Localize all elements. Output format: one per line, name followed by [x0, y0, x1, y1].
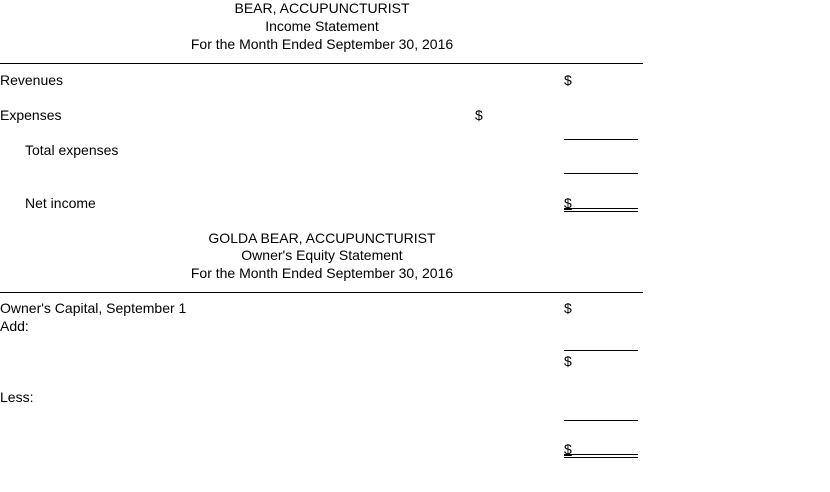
income-header-divider — [0, 63, 643, 64]
add-underline — [564, 350, 638, 351]
owners-capital-dollar-sign: $ — [564, 300, 572, 316]
equity-company-name: GOLDA BEAR, ACCUPUNCTURIST — [208, 230, 436, 246]
owners-capital-label: Owner's Capital, September 1 — [0, 300, 187, 316]
equity-statement-period: For the Month Ended September 30, 2016 — [190, 265, 454, 281]
total-expenses-label: Total expenses — [25, 142, 119, 158]
net-income-label: Net income — [25, 195, 96, 211]
add-label: Add: — [0, 318, 29, 334]
expenses-dollar-sign: $ — [475, 107, 483, 123]
income-statement-period: For the Month Ended September 30, 2016 — [190, 36, 454, 52]
revenues-label: Revenues — [0, 72, 64, 88]
total-expenses-underline — [564, 173, 638, 174]
ending-capital-double-underline — [564, 454, 638, 458]
net-income-dollar-sign: $ — [564, 195, 572, 211]
less-label: Less: — [0, 389, 34, 405]
net-income-double-underline — [564, 208, 638, 212]
expenses-underline — [564, 139, 638, 140]
revenues-dollar-sign: $ — [564, 72, 572, 88]
income-statement-title: Income Statement — [265, 18, 379, 34]
equity-statement-title: Owner's Equity Statement — [241, 247, 403, 263]
less-underline — [564, 420, 638, 421]
ending-capital-dollar-sign: $ — [564, 441, 572, 457]
subtotal-dollar-sign: $ — [564, 353, 572, 369]
equity-header-divider — [0, 292, 643, 293]
income-company-name: BEAR, ACCUPUNCTURIST — [234, 0, 410, 16]
expenses-label: Expenses — [0, 107, 62, 123]
